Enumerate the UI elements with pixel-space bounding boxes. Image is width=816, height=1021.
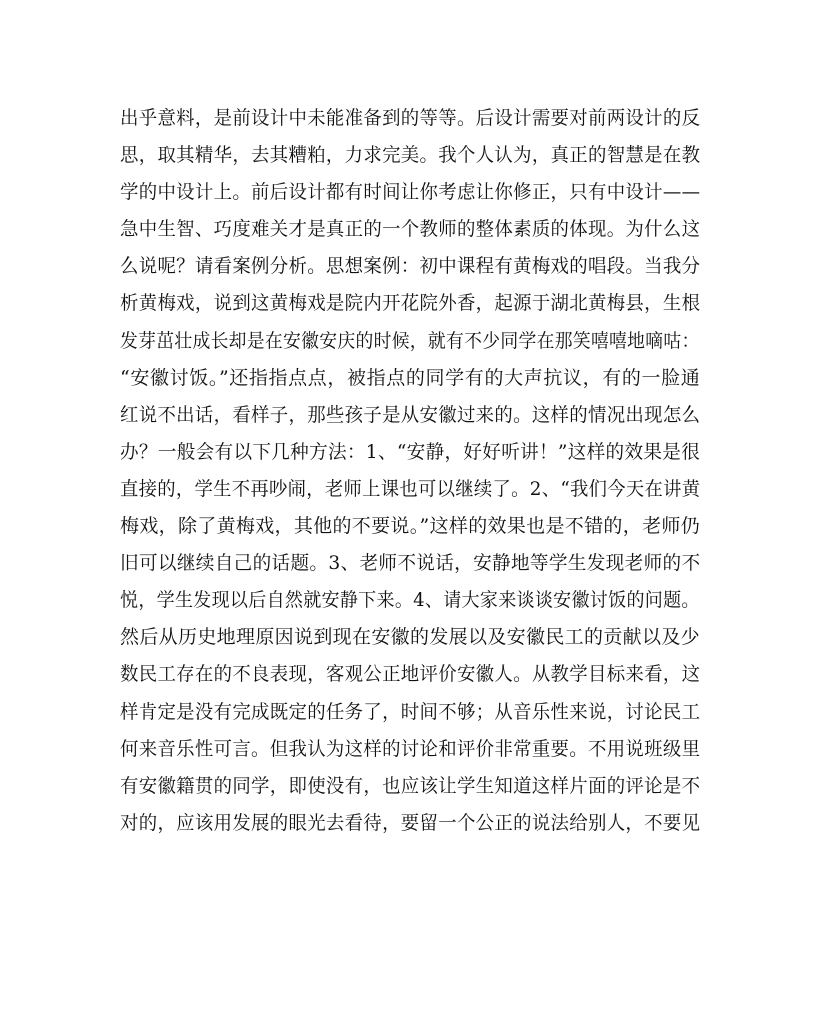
text-line: 悦，学生发现以后自然就安静下来。4、请大家来谈谈安徽讨饭的问题。 (120, 589, 700, 612)
text-line: 急中生智、巧度难关才是真正的一个教师的整体素质的体现。为什么这 (120, 218, 701, 241)
text-line: 析黄梅戏，说到这黄梅戏是院内开花院外香，起源于湖北黄梅县，生根 (120, 292, 701, 315)
text-line: 么说呢？请看案例分析。思想案例：初中课程有黄梅戏的唱段。当我分 (120, 255, 701, 278)
text-line: 旧可以继续自己的话题。3、老师不说话，安静地等学生发现老师的不 (120, 552, 701, 575)
text-line: 梅戏，除了黄梅戏，其他的不要说。”这样的效果也是不错的，老师仍 (120, 515, 700, 538)
text-line: 数民工存在的不良表现，客观公正地评价安徽人。从教学目标来看，这 (120, 663, 701, 686)
text-line: 思，取其精华，去其糟粕，力求完美。我个人认为，真正的智慧是在教 (120, 144, 701, 167)
text-line: 发芽茁壮成长却是在安徽安庆的时候，就有不少同学在那笑嘻嘻地嘀咕： (120, 329, 700, 352)
text-line: 办？一般会有以下几种方法：1、“安静，好好听讲！”这样的效果是很 (120, 440, 701, 463)
text-line: 红说不出话，看样子，那些孩子是从安徽过来的。这样的情况出现怎么 (120, 403, 701, 426)
text-line: 出乎意料，是前设计中未能准备到的等等。后设计需要对前两设计的反 (120, 107, 701, 129)
body-paragraph (120, 100, 700, 842)
text-line: 直接的，学生不再吵闹，老师上课也可以继续了。2、“我们今天在讲黄 (120, 477, 701, 500)
text-line: “安徽讨饭。”还指指点点，被指点的同学有的大声抗议，有的一脸通 (120, 366, 700, 389)
text-line: 然后从历史地理原因说到现在安徽的发展以及安徽民工的贡献以及少 (120, 626, 700, 649)
text-line: 何来音乐性可言。但我认为这样的讨论和评价非常重要。不用说班级里 (120, 737, 701, 760)
text-line: 学的中设计上。前后设计都有时间让你考虑让你修正，只有中设计—— (120, 181, 701, 204)
text-line: 对的，应该用发展的眼光去看待，要留一个公正的说法给别人，不要见 (120, 811, 701, 834)
text-line: 有安徽籍贯的同学，即使没有，也应该让学生知道这样片面的评论是不 (120, 774, 701, 797)
text-line: 样肯定是没有完成既定的任务了，时间不够；从音乐性来说，讨论民工 (120, 700, 701, 723)
